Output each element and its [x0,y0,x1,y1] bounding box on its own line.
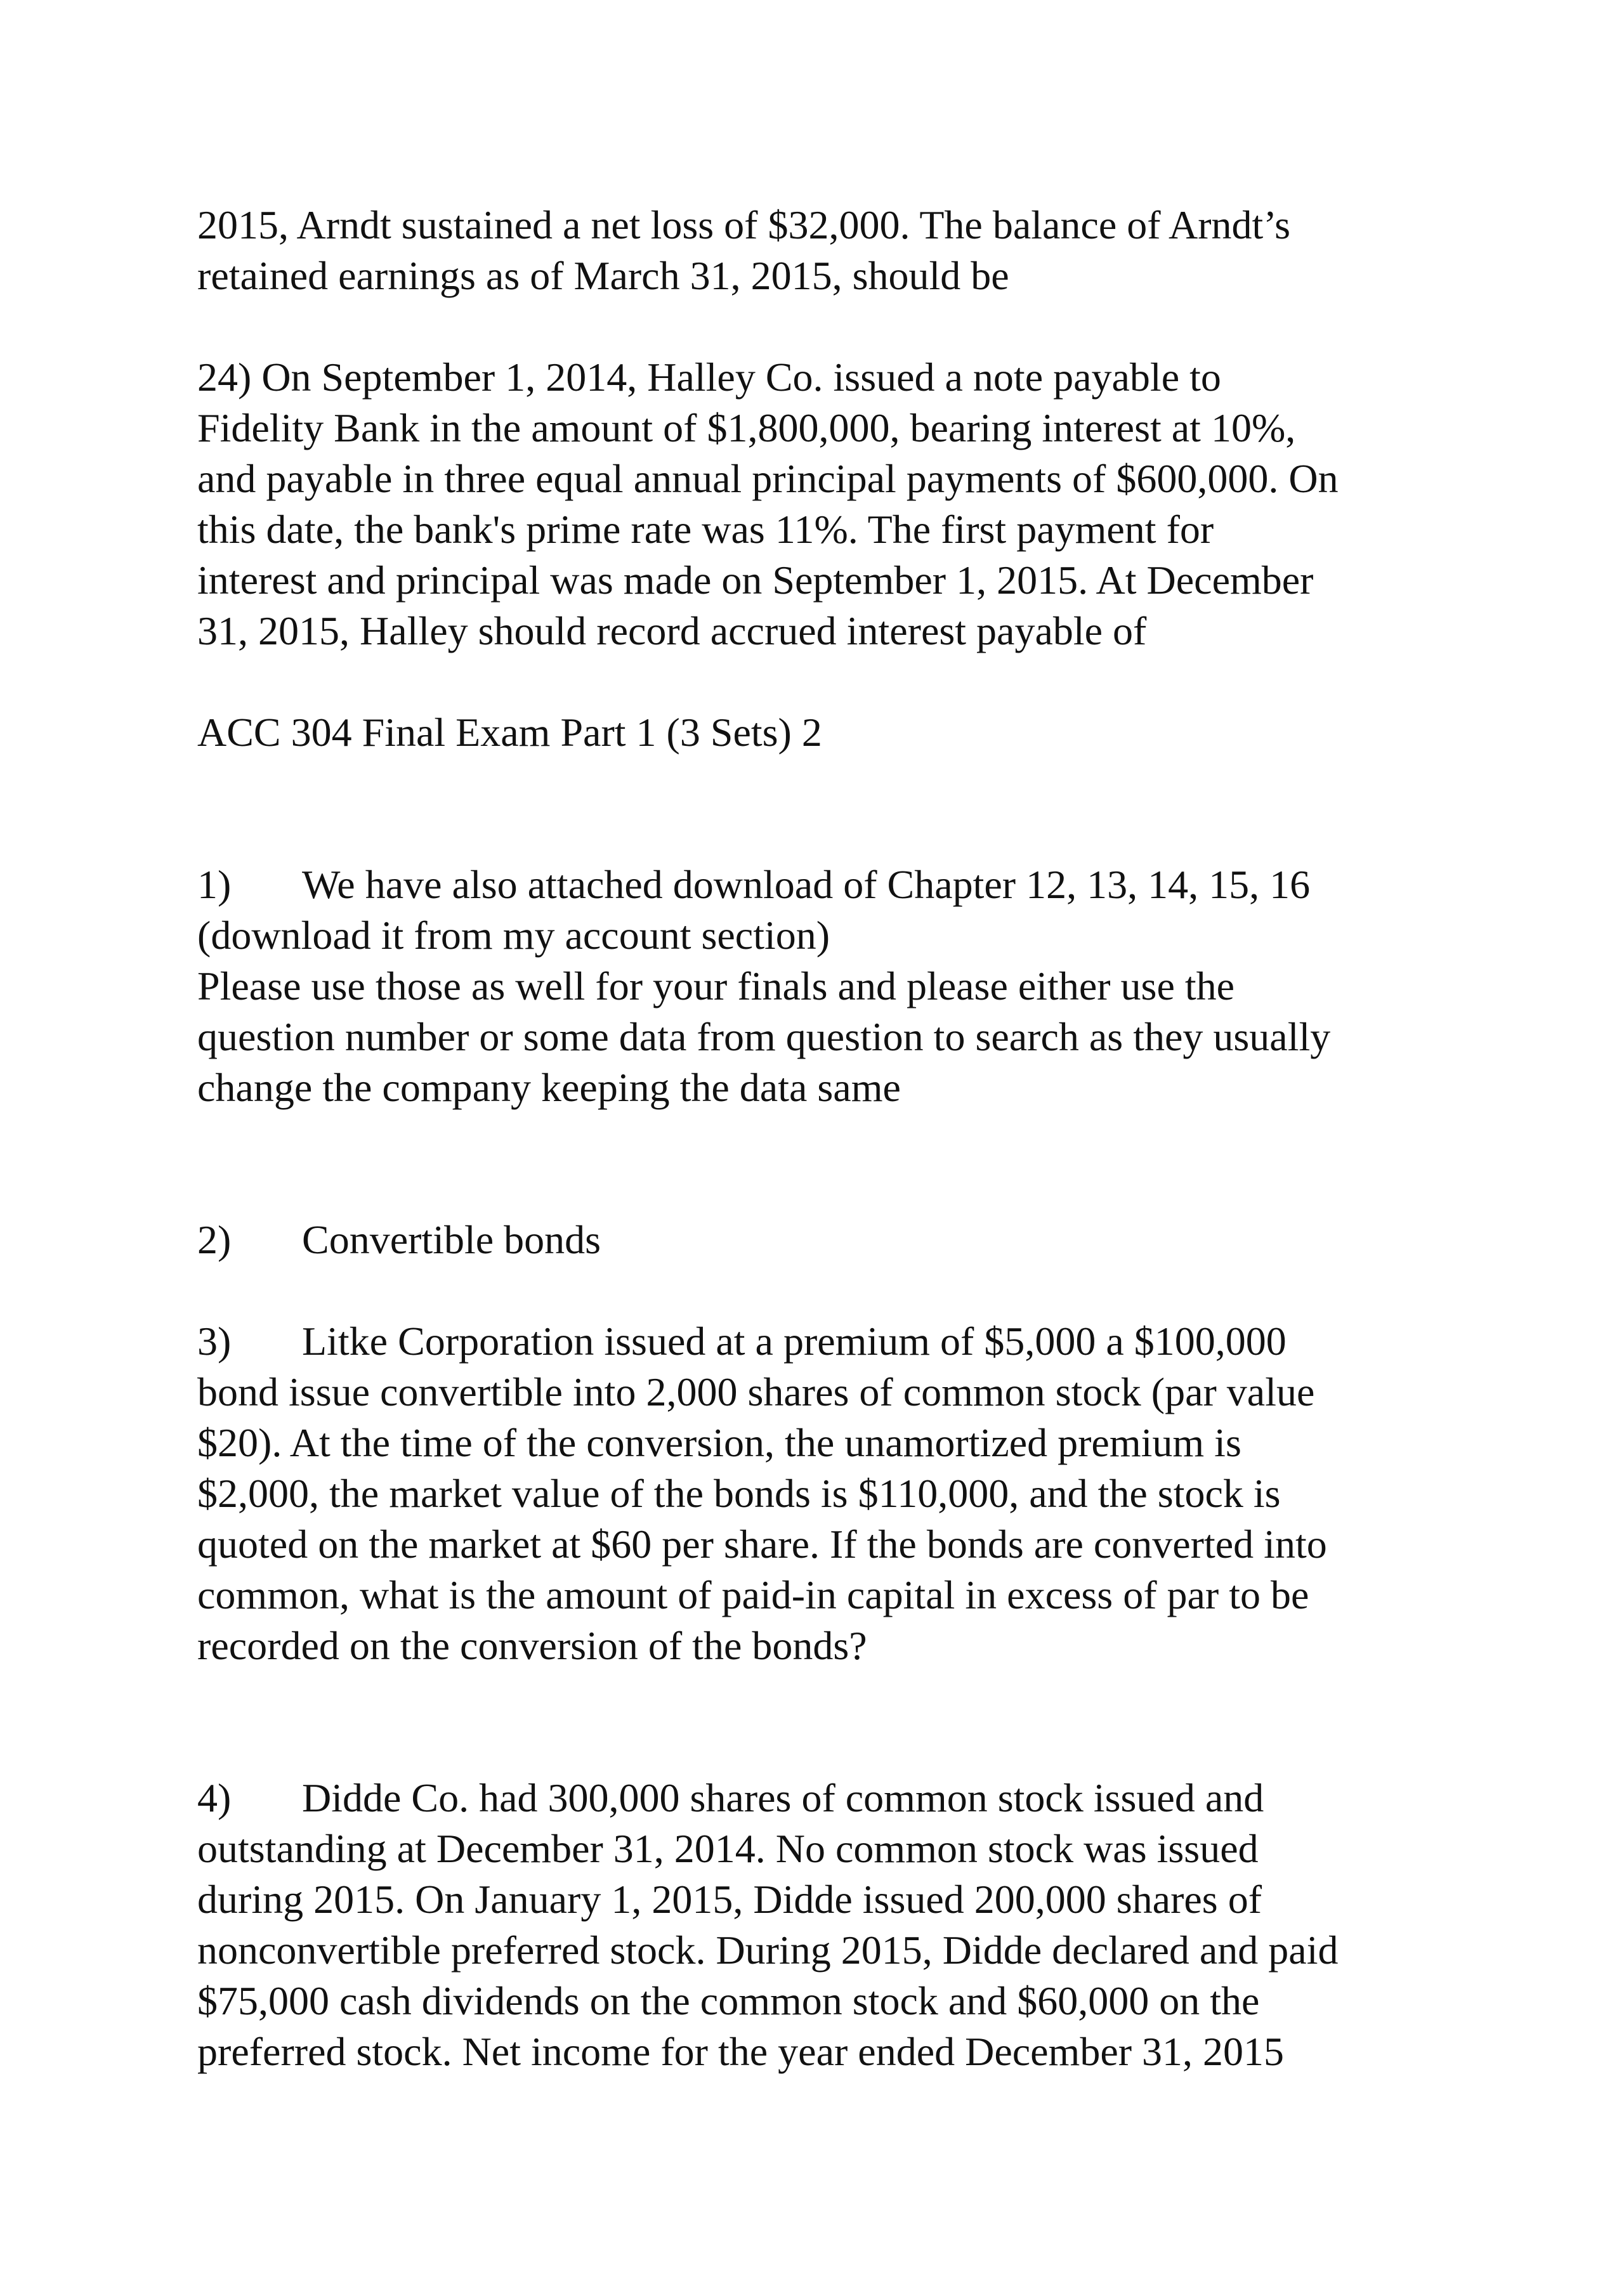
item-number: 3) [197,1319,232,1364]
item-4-line: outstanding at December 31, 2014. No common stock was issued [197,1826,1259,1871]
question-24-line: 24) On September 1, 2014, Halley Co. issued a note payable to [197,355,1221,400]
item-3-line: quoted on the market at $60 per share. If the bonds are converted into [197,1522,1327,1567]
item-number: 2) [197,1217,232,1262]
item-4-line: nonconvertible preferred stock. During 2015, Didde declared and paid [197,1927,1339,1973]
item-3-line: recorded on the conversion of the bonds? [197,1623,867,1668]
item-2-first-line [197,1215,601,1265]
question-24-line: interest and principal was made on September 1, 2015. At December [197,558,1314,603]
section-heading: ACC 304 Final Exam Part 1 (3 Sets) 2 [197,710,822,755]
question-24-line: this date, the bank's prime rate was 11%. The first payment for [197,507,1214,552]
item-3-line: bond issue convertible into 2,000 shares of common stock (par value [197,1369,1315,1414]
item-number: 4) [197,1775,232,1820]
item-3-line: $20). At the time of the conversion, the unamortized premium is [197,1420,1241,1465]
item-text: Didde Co. had 300,000 shares of common stock issued and [302,1775,1264,1820]
item-3-line: $2,000, the market value of the bonds is $110,000, and the stock is [197,1471,1281,1516]
item-3-first-line [197,1316,1287,1367]
item-text: Litke Corporation issued at a premium of $5,000 a $100,000 [302,1319,1287,1364]
item-number: 1) [197,862,232,907]
item-text: Convertible bonds [302,1217,601,1262]
paragraph-line: retained earnings as of March 31, 2015, should be [197,253,1009,298]
item-3-line: common, what is the amount of paid-in capital in excess of par to be [197,1572,1309,1617]
item-1-line: Please use those as well for your finals and please either use the [197,963,1235,1008]
item-1-first-line [197,859,1310,910]
item-4-first-line [197,1773,1264,1823]
question-24-line: Fidelity Bank in the amount of $1,800,000, bearing interest at 10%, [197,405,1296,450]
question-24-line: 31, 2015, Halley should record accrued interest payable of [197,608,1147,653]
question-24-line: and payable in three equal annual principal payments of $600,000. On [197,456,1339,501]
item-text: We have also attached download of Chapter 12, 13, 14, 15, 16 [302,862,1311,907]
item-4-line: during 2015. On January 1, 2015, Didde issued 200,000 shares of [197,1877,1262,1922]
paragraph-line: 2015, Arndt sustained a net loss of $32,000. The balance of Arndt’s [197,202,1290,247]
item-1-line: (download it from my account section) [197,913,830,958]
item-1-line: change the company keeping the data same [197,1065,901,1110]
item-4-line: $75,000 cash dividends on the common stock and $60,000 on the [197,1978,1260,2023]
item-4-line: preferred stock. Net income for the year ended December 31, 2015 [197,2029,1285,2074]
item-1-line: question number or some data from question to search as they usually [197,1014,1331,1059]
